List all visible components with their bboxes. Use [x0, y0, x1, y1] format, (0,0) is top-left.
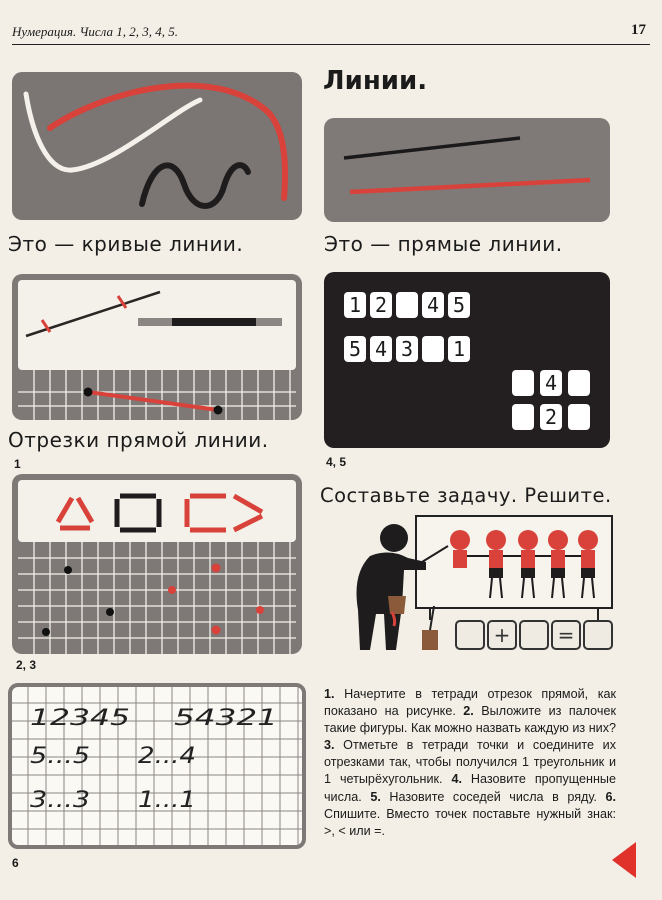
straight-lines-drawing — [324, 118, 610, 222]
page-number: 17 — [631, 22, 646, 38]
exercise-number-notebook: 6 — [12, 856, 19, 870]
notebook-row1-left: 12345 — [30, 706, 130, 731]
task-3-text: Отметьте в тетради точки и соедините их отрезками так, чтобы получился 1 треугольник и 1 четырёхугольник. — [324, 738, 616, 787]
notebook-row3-right: 1...1 — [138, 788, 196, 813]
tile-r1-5: 5 — [448, 292, 470, 318]
task-6-number: 6. — [605, 789, 616, 804]
page-header — [12, 22, 650, 45]
next-page-arrow-icon[interactable] — [612, 842, 636, 878]
equation-slot-2 — [519, 620, 549, 650]
notebook-row3-left: 3...3 — [30, 788, 90, 813]
section-title: Нумерация. Числа 1, 2, 3, 4, 5. — [12, 24, 178, 39]
exercise-number-segments: 1 — [14, 457, 21, 471]
task-1-text: Начертите в тетради отрезок прямой, как показано на рисунке. — [324, 687, 616, 719]
task-4-number: 4. — [451, 772, 462, 787]
notebook-row2-left: 5...5 — [30, 744, 90, 769]
tile-g-5 — [568, 370, 590, 396]
notebook-row2-right: 2...4 — [138, 744, 196, 769]
figures-illustration — [12, 474, 302, 654]
task-2-number: 2. — [463, 704, 474, 719]
caption-curves: Это — кривые линии. — [8, 232, 244, 256]
tile-r2-4 — [422, 336, 444, 362]
task-4-text: Назовите пропущенные числа. — [324, 772, 616, 804]
equation-slot-1 — [455, 620, 485, 650]
tile-r1-4: 4 — [422, 292, 444, 318]
tile-r2-5: 1 — [448, 336, 470, 362]
segments-illustration — [12, 274, 302, 420]
tile-g-2: 4 — [540, 370, 562, 396]
figures-drawing — [12, 474, 302, 654]
task-1-number: 1. — [324, 687, 335, 701]
equation-plus-sign: + — [487, 620, 517, 650]
segments-drawing — [12, 274, 302, 420]
curves-illustration — [12, 72, 302, 220]
straight-lines-illustration — [324, 118, 610, 222]
caption-straight: Это — прямые линии. — [324, 232, 563, 256]
exercise-number-tiles: 4, 5 — [326, 455, 347, 469]
curves-drawing — [12, 72, 302, 220]
caption-segments: Отрезки прямой линии. — [8, 428, 269, 452]
task-3-number: 3. — [324, 738, 335, 753]
tile-r1-3 — [396, 292, 418, 318]
tile-r2-2: 4 — [370, 336, 392, 362]
equation-equals-sign: = — [551, 620, 581, 650]
number-tiles-illustration — [324, 272, 610, 448]
notebook-illustration — [8, 683, 306, 851]
notebook-row1-right: 54321 — [174, 706, 278, 731]
tile-r2-3: 3 — [396, 336, 418, 362]
tile-r1-2: 2 — [370, 292, 392, 318]
task-5-text: Назовите соседей числа в ряду. — [380, 789, 606, 804]
tile-g-1 — [512, 370, 534, 396]
tile-g-6 — [568, 404, 590, 430]
task-2-text: Выложите из палочек такие фигуры. Как можно назвать каждую из них? — [324, 704, 616, 736]
tile-g-4: 2 — [540, 404, 562, 430]
task-5-number: 5. — [370, 789, 381, 804]
tile-r2-1: 5 — [344, 336, 366, 362]
tile-g-3 — [512, 404, 534, 430]
exercise-number-figures: 2, 3 — [16, 658, 37, 672]
task-list — [324, 686, 616, 840]
notebook-drawing — [8, 683, 306, 851]
equation-slot-3 — [583, 620, 613, 650]
caption-compose: Составьте задачу. Решите. — [320, 484, 612, 507]
lesson-heading: Линии. — [323, 66, 428, 96]
task-6-text: Спишите. Вместо точек поставьте нужный знак: >, < или =. — [324, 806, 616, 838]
tile-r1-1: 1 — [344, 292, 366, 318]
